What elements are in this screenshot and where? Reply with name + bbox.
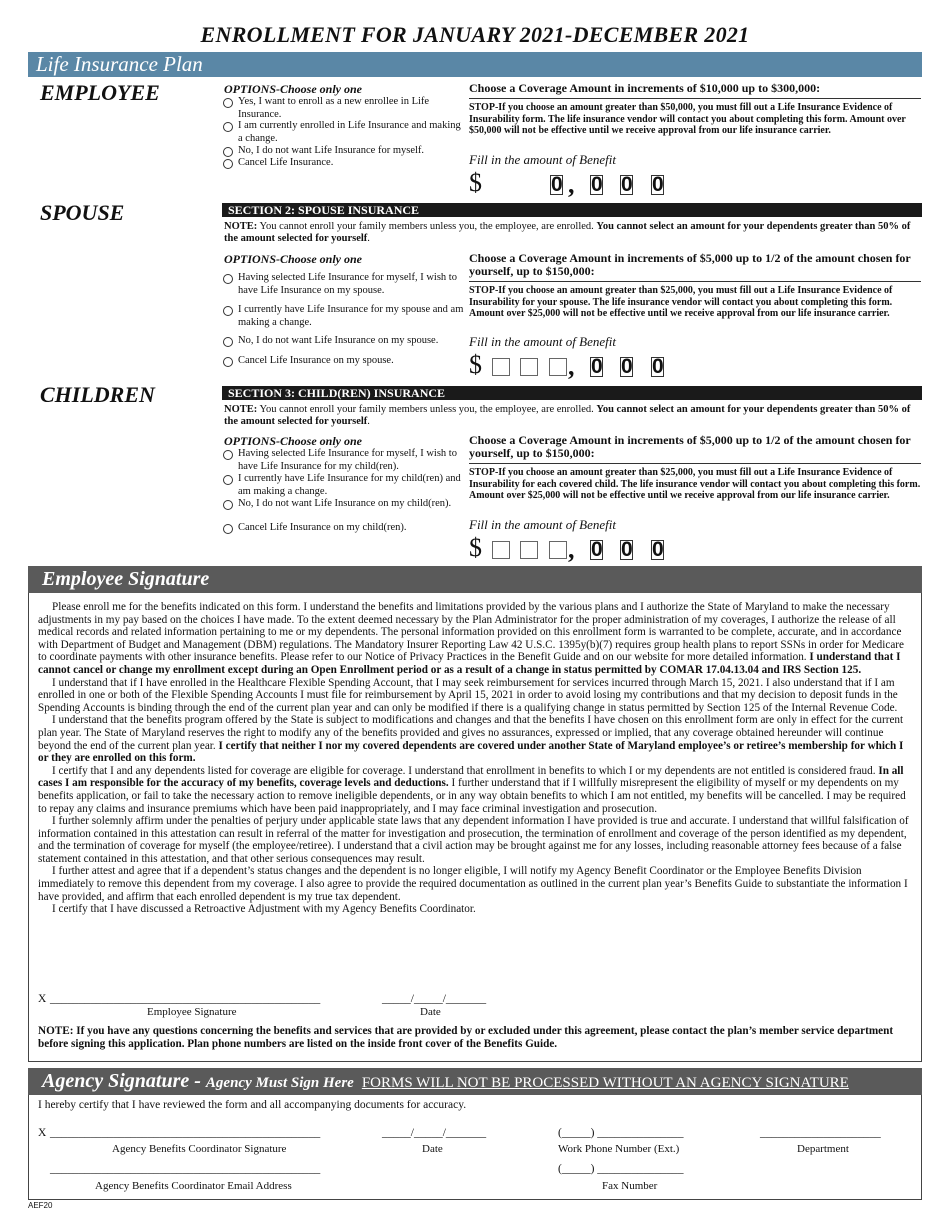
benefit-digit-box[interactable]: 0 xyxy=(591,355,603,378)
children-option-radio[interactable] xyxy=(223,500,233,510)
spouse-label: SPOUSE xyxy=(40,200,125,225)
dollar-sign: $ xyxy=(469,350,482,379)
note-text: You cannot enroll your family members unless you, the employee, are enrolled. xyxy=(257,221,597,232)
work-phone-line[interactable]: (_____) _______________ xyxy=(558,1127,684,1139)
spouse-coverage-head: Choose a Coverage Amount in increments of $5,000 up to 1/2 of the amount chosen for yourself, up to $150,000: xyxy=(469,251,911,278)
children-fill-label: Fill in the amount of Benefit xyxy=(469,517,616,532)
attestation-text xyxy=(38,601,912,916)
spouse-stop-note: STOP-If you choose an amount greater than $25,000, you must fill out a Life Insurance Evidence of Insurability for your spouse. The life insurance vendor will contact you about completing this form. Amount over $25,000 will not be effective until we receive approval from our life insurance carrier. xyxy=(469,285,893,319)
paragraph-bold: I certify that neither I nor my covered dependents are covered under another State of Maryland employee’s or retiree’s membership for which I or they are enrolled on this form. xyxy=(38,739,904,765)
email-label: Agency Benefits Coordinator Email Address xyxy=(95,1180,292,1192)
note-bold: You cannot select an amount for your dependents greater than 50% of the amount selected for yourself xyxy=(224,221,911,244)
paragraph-bold: In all cases I am responsible for the accuracy of my benefits, coverage levels and deductions. xyxy=(38,764,904,790)
children-options-head: OPTIONS-Choose only one xyxy=(224,434,363,448)
department-line[interactable]: _____________________ xyxy=(760,1127,881,1139)
children-option-radio[interactable] xyxy=(223,475,233,485)
employee-option: Cancel Life Insurance. xyxy=(238,157,334,168)
agency-signature-label: Agency Benefits Coordinator Signature xyxy=(112,1143,287,1155)
benefit-digit-box[interactable]: 0 xyxy=(621,173,633,196)
contact-note: NOTE: If you have any questions concerning the benefits and services that are provided by or excluded under this agreement, please contact the plan’s member service department before signing this application. Plan phone numbers are listed on the inside front cover of the Benefits Guide. xyxy=(38,1025,894,1050)
benefit-digit-box[interactable]: 0 xyxy=(621,355,633,378)
children-option: No, I do not want Life Insurance on my child(ren). xyxy=(238,498,452,509)
attestation-paragraph xyxy=(38,601,912,677)
note-text: You cannot enroll your family members unless you, the employee, are enrolled. xyxy=(257,404,597,415)
employee-date-line[interactable]: _____/_____/_______ xyxy=(382,993,487,1005)
fax-line[interactable]: (_____) _______________ xyxy=(558,1163,684,1175)
employee-label: EMPLOYEE xyxy=(40,80,160,105)
benefit-digit-input[interactable] xyxy=(549,541,567,559)
children-coverage-head: Choose a Coverage Amount in increments of $5,000 up to 1/2 of the amount chosen for yourself, up to $150,000: xyxy=(469,433,911,460)
paragraph-text: I certify that I and any dependents listed for coverage are eligible for coverage. I understand that enrollment in benefits to which I or my dependents are not entitled is considered fraud. xyxy=(52,764,879,777)
agency-signature-line[interactable]: _______________________________________________ xyxy=(50,1127,321,1139)
spouse-option: Cancel Life Insurance on my spouse. xyxy=(238,355,394,366)
attestation-paragraph: I further attest and agree that if a dependent’s status changes and the dependent is no longer eligible, I will notify my Agency Benefit Coordinator or the Employee Benefits Division immediately to remove this dependent from my coverage. I also agree to provide the required documentation as outlined in the current plan year’s Benefits Guide to substantiate the information I have provided, and affirm that each enrolled dependent is my true tax dependent. xyxy=(38,865,908,903)
attestation-paragraph: I understand that if I have enrolled in the Healthcare Flexible Spending Account, that I may seek reimbursement for services incurred through March 15, 2021. I also understand that if I am enrolled in one or both of the Flexible Spending Accounts I must file for reimbursement by April 15, 2021 in order to avoid losing my contributions and that my decision to deposit funds in the Spending Accounts is binding through the end of the current plan year and can only be modified if there is a qualifying change in status permitted by Section 125 of the Internal Revenue Code. xyxy=(38,676,898,714)
children-label: CHILDREN xyxy=(40,382,155,407)
form-id: AEF20 xyxy=(28,1201,53,1210)
comma: , xyxy=(568,535,575,564)
divider xyxy=(469,281,921,282)
agency-heading: Agency Signature - xyxy=(42,1070,206,1092)
employee-option-radio[interactable] xyxy=(223,147,233,157)
spouse-option-radio[interactable] xyxy=(223,337,233,347)
benefit-digit-input[interactable] xyxy=(520,358,538,376)
children-option: Cancel Life Insurance on my child(ren). xyxy=(238,522,407,533)
employee-coverage-head: Choose a Coverage Amount in increments of $10,000 up to $300,000: xyxy=(469,81,821,95)
department-label: Department xyxy=(797,1143,849,1155)
plan-header-bar: Life Insurance Plan xyxy=(28,52,922,77)
attestation-paragraph: I further solemnly affirm under the penalties of perjury under applicable state laws that any dependent information I have provided is true and accurate. I understand that willful falsification of information contained in this attestation can result in referral of the matter for investigation and prosecution, the termination of enrollment and coverage of the person identified as my dependent, and the termination of coverage for myself (the employee/retiree). I understand that a civil action may be brought against me for any losses, including reasonable attorney fees because of a false statement contained in this attestation, and that other serious consequences may result. xyxy=(38,815,909,865)
comma: , xyxy=(568,352,575,381)
children-option-radio[interactable] xyxy=(223,524,233,534)
benefit-digit-box[interactable]: 0 xyxy=(591,538,603,561)
employee-option: I am currently enrolled in Life Insurance and making a change. xyxy=(238,120,461,144)
spouse-option-radio[interactable] xyxy=(223,306,233,316)
spouse-option: No, I do not want Life Insurance on my spouse. xyxy=(238,335,439,346)
divider xyxy=(469,98,921,99)
divider xyxy=(469,463,921,464)
employee-fill-label: Fill in the amount of Benefit xyxy=(469,152,616,167)
employee-option: Yes, I want to enroll as a new enrollee in Life Insurance. xyxy=(238,96,430,120)
x-mark: X xyxy=(38,1127,47,1139)
comma: , xyxy=(568,170,575,199)
benefit-digit-box[interactable]: 0 xyxy=(621,538,633,561)
spouse-section-bar: SECTION 2: SPOUSE INSURANCE xyxy=(222,203,922,217)
agency-signature-heading xyxy=(28,1068,922,1095)
fax-label: Fax Number xyxy=(602,1180,658,1192)
paragraph-text: Please enroll me for the benefits indicated on this form. I understand the benefits and limitations provided by the various plans and I authorize the State of Maryland to make the necessary adjustments in my pay based on the choices I have made. To the extent deemed necessary by the Plan Administrator for the proper administration of my coverages, I authorize the release of all medical records and related information pertaining to me or my dependents. The personal information provided on this enrollment form is warranted to be complete, accurate, and in accordance with Department of Budget and Management (DBM) regulations. The Mandatory Insurer Reporting Law 42 U.S.C. 1395y(b)(7) requires group health plans to report SSNs in order for Medicare to coordinate payments with other insurance benefits. Please refer to our Notice of Privacy Practices in the Benefit Guide and on our website for more detailed information. xyxy=(38,601,904,664)
agency-certify: I hereby certify that I have reviewed the form and all accompanying documents for accuracy. xyxy=(38,1099,467,1111)
spouse-option: I currently have Life Insurance for my spouse and am making a change. xyxy=(238,304,464,328)
benefit-digit-box[interactable]: 0 xyxy=(591,173,603,196)
employee-date-label: Date xyxy=(420,1006,441,1018)
paragraph-bold: I understand that I cannot cancel or change my enrollment except during an Open Enrollment period or as a result of a change in status permitted by COMAR 17.04.13.04 and IRS Section 125. xyxy=(38,651,901,676)
agency-must-sign: Agency Must Sign Here xyxy=(205,1075,354,1091)
spouse-option-radio[interactable] xyxy=(223,274,233,284)
note-label: NOTE: xyxy=(224,221,258,232)
employee-option: No, I do not want Life Insurance for myself. xyxy=(238,145,425,156)
children-stop-note: STOP-If you choose an amount greater than $25,000, you must fill out a Life Insurance Evidence of Insurability for each covered child. The life insurance vendor will contact you about completing this form. Amount over $25,000 will not be effective until we receive approval from our life insurance carrier. xyxy=(469,467,921,501)
employee-signature-line[interactable]: _______________________________________________ xyxy=(50,993,321,1005)
attestation-paragraph xyxy=(38,714,912,764)
children-note xyxy=(224,404,916,428)
paragraph-text: I understand that the benefits program offered by the State is subject to modifications and changes and that the benefits I have chosen on this enrollment form are only in effect for the current plan year. The State of Maryland reserves the right to modify any of the benefits provided and gives no assurances, expressed or implied, that any coverage obtained hereunder will continue beyond the end of the current plan year. xyxy=(38,714,904,752)
note-label: NOTE: xyxy=(224,404,258,415)
agency-warning: FORMS WILL NOT BE PROCESSED WITHOUT AN AGENCY SIGNATURE xyxy=(361,1075,849,1091)
employee-option-radio[interactable] xyxy=(223,159,233,169)
work-phone-label: Work Phone Number (Ext.) xyxy=(558,1143,680,1155)
benefit-digit-input[interactable] xyxy=(492,541,510,559)
attestation-paragraph xyxy=(38,765,912,815)
attestation-paragraph: I certify that I have discussed a Retroactive Adjustment with my Agency Benefits Coordinator. xyxy=(52,903,476,916)
employee-signature-label: Employee Signature xyxy=(147,1006,237,1018)
benefit-digit-box[interactable]: 0 xyxy=(652,538,664,561)
benefit-digit-input[interactable] xyxy=(520,541,538,559)
form-title: ENROLLMENT FOR JANUARY 2021-DECEMBER 2021 xyxy=(200,22,750,47)
children-option: I currently have Life Insurance for my child(ren) and am making a change. xyxy=(238,473,461,497)
dollar-sign: $ xyxy=(469,533,482,562)
agency-date-line[interactable]: _____/_____/_______ xyxy=(382,1127,487,1139)
employee-options-head: OPTIONS-Choose only one xyxy=(224,82,363,96)
employee-signature-heading: Employee Signature xyxy=(28,566,922,593)
note-end: . xyxy=(367,233,370,244)
spouse-note xyxy=(224,221,916,245)
spouse-options-head: OPTIONS-Choose only one xyxy=(224,252,363,266)
employee-stop-note: STOP-If you choose an amount greater than $50,000, you must fill out a Life Insurance Evidence of Insurability form. The life insurance vendor will contact you about completing this form. Amount over $50,000 will not be effective until we receive approval from our life insurance carrier. xyxy=(469,102,906,136)
dollar-sign: $ xyxy=(469,168,482,197)
note-bold: You cannot select an amount for your dependents greater than 50% of the amount selected for yourself xyxy=(224,404,911,427)
spouse-fill-label: Fill in the amount of Benefit xyxy=(469,334,616,349)
employee-option-radio[interactable] xyxy=(223,98,233,108)
email-line[interactable]: _______________________________________________ xyxy=(50,1163,321,1175)
x-mark: X xyxy=(38,993,47,1005)
children-option-radio[interactable] xyxy=(223,450,233,460)
agency-date-label: Date xyxy=(422,1143,443,1155)
employee-option-radio[interactable] xyxy=(223,122,233,132)
children-section-bar: SECTION 3: CHILD(REN) INSURANCE xyxy=(222,386,922,400)
spouse-option: Having selected Life Insurance for myself, I wish to have Life Insurance on my spouse. xyxy=(238,272,457,296)
note-end: . xyxy=(367,416,370,427)
benefit-digit-box[interactable]: 0 xyxy=(652,173,664,196)
paragraph-text: I further understand that if I willfully misrepresent the eligibility of myself or my dependents on my benefits application, or fail to take the necessary action to remove ineligible dependents, or in any way obtain benefits to which I am not entitled, my benefits will be cancelled. I may be required to repay any claims and insurance premiums which have been paid inappropriately, and I may face criminal investigation and prosecution. xyxy=(38,777,906,815)
benefit-digit-box[interactable]: 0 xyxy=(551,173,563,196)
children-option: Having selected Life Insurance for myself, I wish to have Life Insurance for my child(ren). xyxy=(238,448,457,472)
benefit-digit-box[interactable]: 0 xyxy=(652,355,664,378)
spouse-option-radio[interactable] xyxy=(223,357,233,367)
benefit-digit-input[interactable] xyxy=(492,358,510,376)
benefit-digit-input[interactable] xyxy=(549,358,567,376)
